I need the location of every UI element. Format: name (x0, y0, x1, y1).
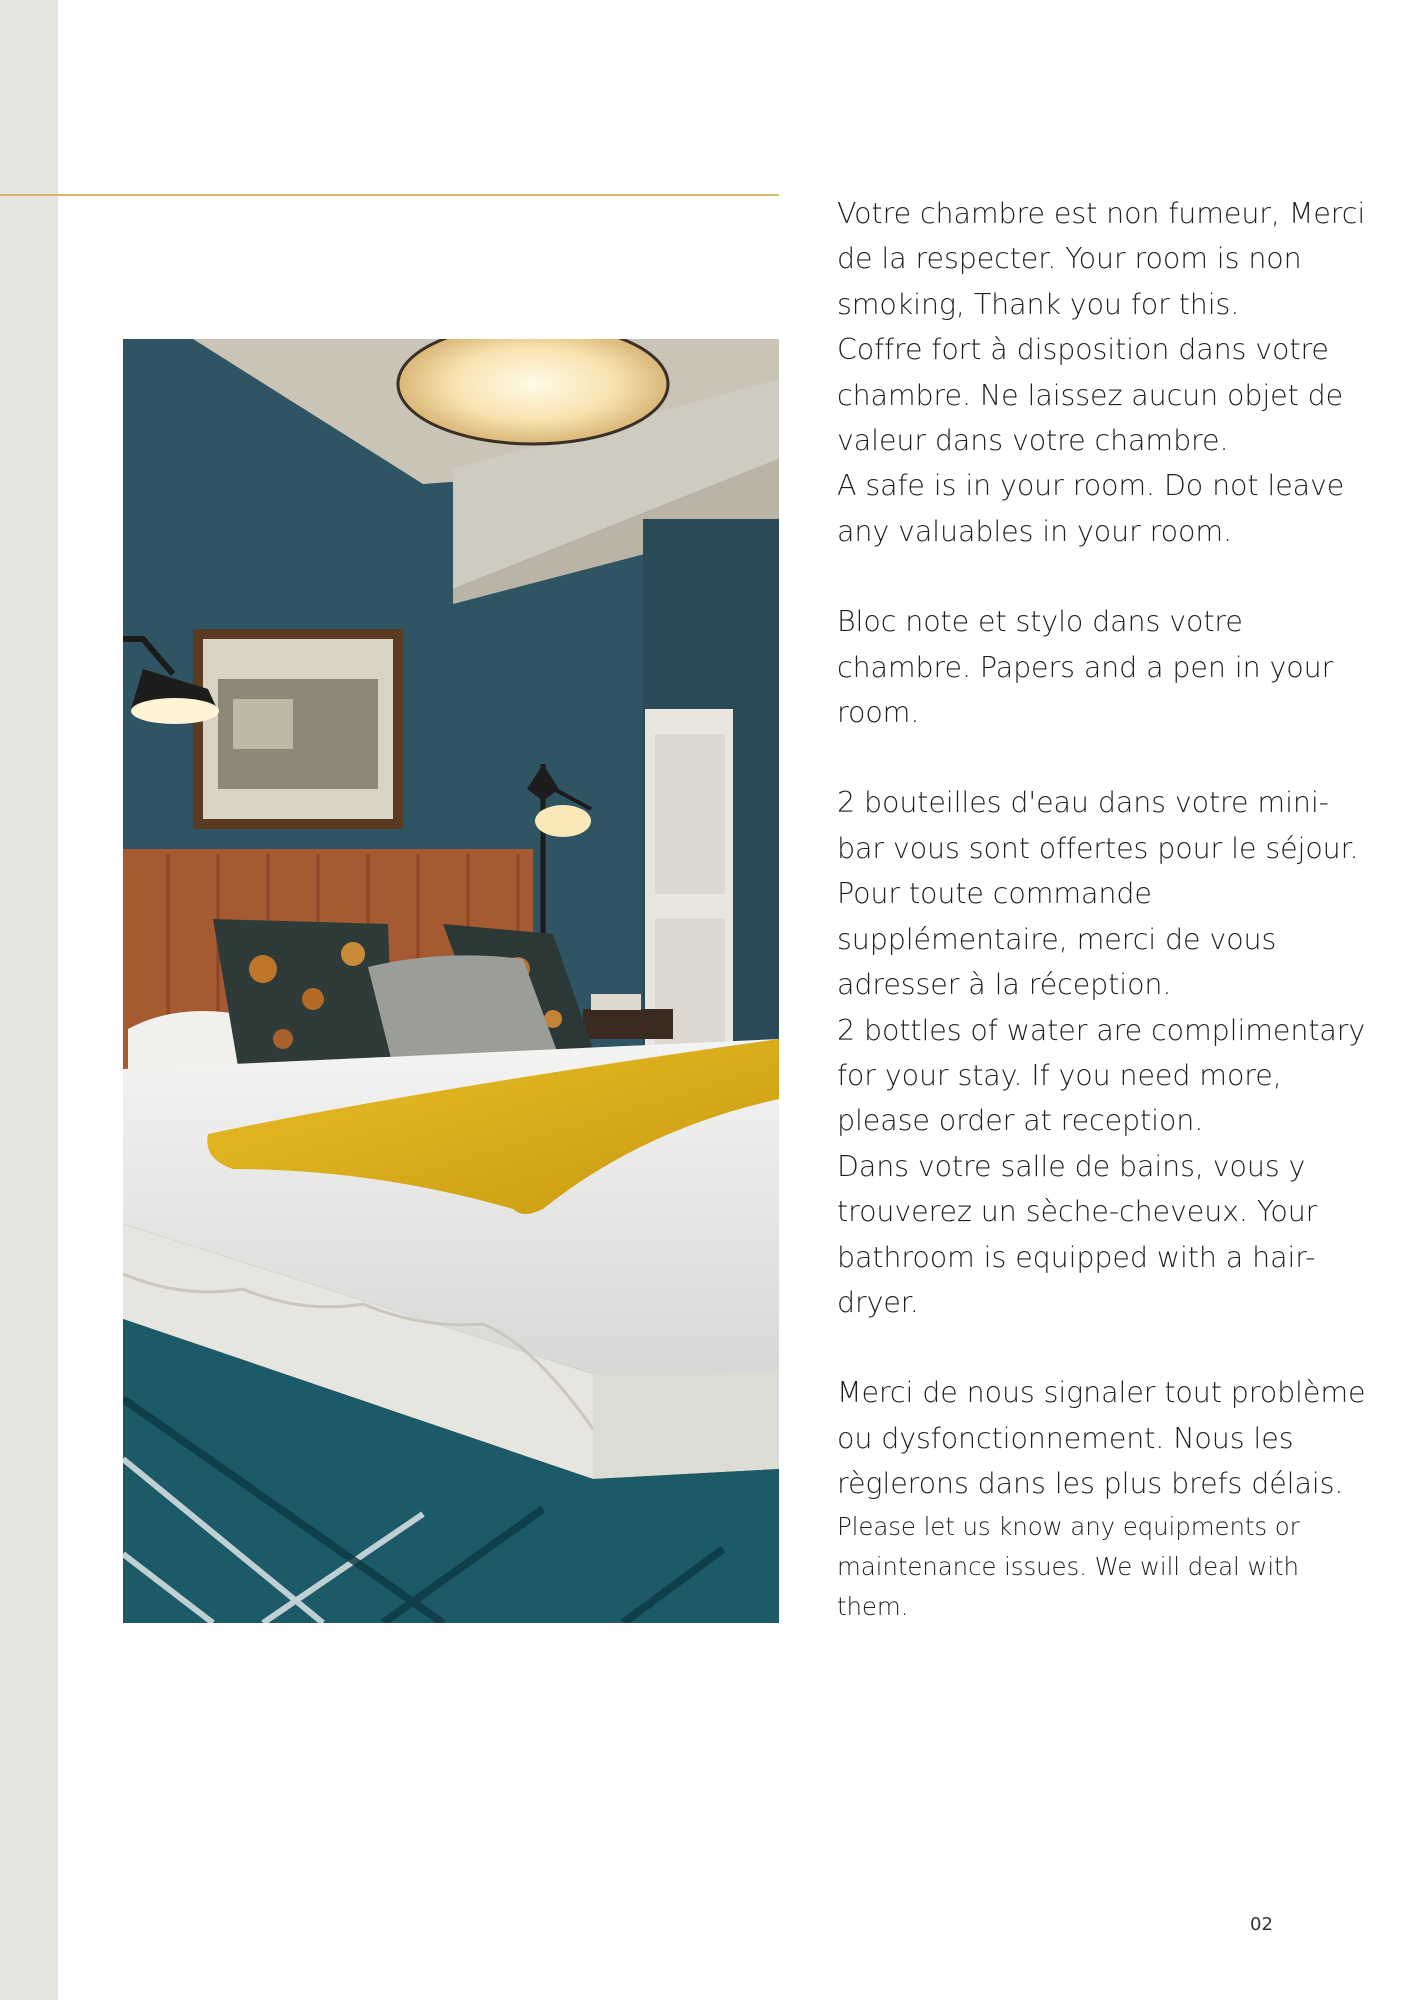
safe-notice-fr: Coffre fort à disposition dans votre chambre. Ne laissez aucun objet de valeur dans votre chambre. (837, 333, 1344, 458)
page-number: 02 (1250, 1914, 1273, 1935)
water-notice-fr: 2 bouteilles d'eau dans votre mini-bar vous sont offertes pour le séjour. Pour toute commande supplémentaire, merci de vous adresser à la réception. (837, 786, 1359, 1002)
issues-notice-fr: Merci de nous signaler tout problème ou dysfonctionnement. Nous les règlerons dans les plus brefs délais. (837, 1376, 1366, 1501)
info-text-column (837, 191, 1367, 1627)
notepad-notice: Bloc note et stylo dans votre chambre. Papers and a pen in your room. (837, 605, 1334, 730)
safe-notice-en: A safe is in your room. Do not leave any valuables in your room. (837, 469, 1345, 548)
bedroom-photo (123, 339, 779, 1623)
hairdryer-notice: Dans votre salle de bains, vous y trouverez un sèche-cheveux. Your bathroom is equipped with a hair-dryer. (837, 1149, 1318, 1319)
gold-divider-line (0, 194, 779, 196)
left-margin-strip (0, 0, 58, 2000)
non-smoking-notice: Votre chambre est non fumeur, Merci de la respecter. Your room is non smoking, Thank you for this. (837, 197, 1366, 321)
issues-notice-en: Please let us know any equipments or maintenance issues. We will deal with them. (837, 1511, 1300, 1621)
water-notice-en: 2 bottles of water are complimentary for your stay. If you need more, please order at reception. (837, 1013, 1366, 1138)
